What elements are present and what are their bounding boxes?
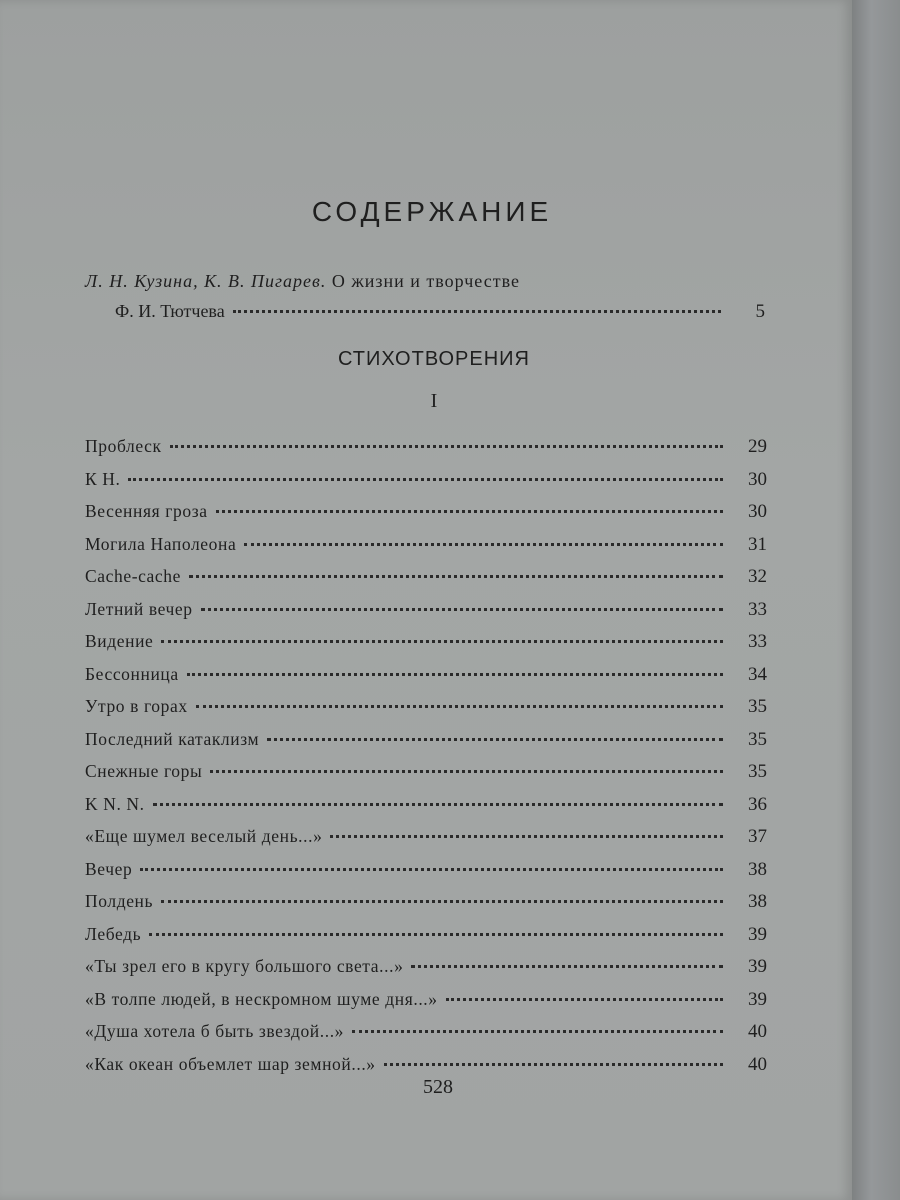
dot-leader [189, 574, 723, 578]
dot-leader [384, 1062, 723, 1066]
dot-leader [210, 769, 723, 773]
toc-entry-title: Бессонница [85, 663, 179, 684]
toc-entry-page-number: 31 [748, 533, 767, 555]
toc-entry-page-number: 32 [748, 566, 767, 587]
toc-entry-title: «Еще шумел веселый день...» [85, 826, 323, 846]
dot-leader [411, 964, 723, 968]
intro-authors: Л. Н. Кузина, К. В. Пигарев. [85, 271, 327, 291]
dot-leader [244, 542, 723, 546]
dot-leader [446, 997, 723, 1001]
dot-leader [233, 309, 721, 313]
toc-entry [85, 625, 767, 658]
toc-entry [85, 983, 767, 1016]
toc-entry-page-number: 37 [748, 826, 767, 847]
toc-entry-title: «Ты зрел его в кругу большого света...» [85, 956, 404, 976]
toc-entry-title: «Душа хотела б быть звездой...» [85, 1021, 345, 1041]
toc-entry-title: Снежные горы [85, 761, 203, 781]
toc-entry-title: Проблеск [85, 436, 162, 456]
toc-entry-page-number: 39 [748, 956, 767, 977]
toc-entry-title: Вечер [85, 858, 133, 879]
toc-entry-page-number: 35 [748, 696, 767, 717]
intro-entry [85, 266, 765, 327]
intro-title-part1: О жизни и творчестве [331, 271, 520, 291]
dot-leader [128, 477, 723, 481]
toc-entry [85, 463, 767, 496]
toc-entry-title: Могила Наполеона [85, 533, 237, 554]
intro-entry-line1 [85, 266, 765, 296]
dot-leader [187, 672, 723, 676]
dot-leader [140, 867, 723, 871]
toc-entry-page-number: 35 [748, 761, 767, 782]
toc-entry [85, 690, 767, 723]
toc-entry-page-number: 35 [748, 728, 767, 750]
toc-entry-title: К Н. [85, 468, 121, 489]
toc-entry-title: «Как океан объемлет шар земной...» [85, 1053, 376, 1074]
intro-page-number: 5 [755, 301, 765, 322]
dot-leader [153, 802, 723, 806]
toc-list [85, 430, 767, 1080]
toc-entry [85, 755, 767, 788]
toc-entry-title: Утро в горах [85, 696, 188, 716]
dot-leader [196, 704, 723, 708]
bleed-through-text [740, 30, 840, 170]
dot-leader [170, 444, 723, 448]
dot-leader [201, 607, 723, 611]
toc-entry-page-number: 38 [748, 891, 767, 912]
toc-entry-page-number: 40 [748, 1021, 767, 1042]
section-heading: СТИХОТВОРЕНИЯ [338, 348, 530, 370]
toc-entry-title: Лебедь [85, 923, 142, 944]
contents-heading: СОДЕРЖАНИЕ [311, 196, 553, 227]
dot-leader [216, 509, 723, 513]
dot-leader [267, 737, 723, 741]
dot-leader [161, 899, 723, 903]
toc-entry-page-number: 30 [748, 501, 767, 522]
intro-title-part2: Ф. И. Тютчева [115, 301, 225, 321]
toc-entry-page-number: 29 [748, 436, 767, 457]
dot-leader [330, 834, 723, 838]
toc-entry-title: K N. N. [85, 793, 145, 814]
toc-entry [85, 430, 767, 463]
toc-entry-title: Летний вечер [85, 598, 193, 619]
toc-entry-title: Полдень [85, 891, 154, 911]
intro-entry-line2 [85, 296, 765, 327]
toc-entry-page-number: 30 [748, 468, 767, 490]
toc-entry [85, 495, 767, 528]
toc-entry [85, 885, 767, 918]
toc-entry-title: Cache-cache [85, 566, 181, 586]
toc-entry [85, 788, 767, 821]
dot-leader [149, 932, 723, 936]
toc-entry [85, 918, 767, 951]
toc-entry-page-number: 33 [748, 631, 767, 652]
toc-entry [85, 1015, 767, 1048]
toc-entry [85, 723, 767, 756]
toc-entry [85, 658, 767, 691]
toc-entry-page-number: 33 [748, 598, 767, 620]
toc-entry-title: Весенняя гроза [85, 501, 208, 521]
toc-entry-page-number: 40 [748, 1053, 767, 1075]
toc-entry-page-number: 39 [748, 923, 767, 945]
toc-entry [85, 820, 767, 853]
dot-leader [161, 639, 723, 643]
toc-entry [85, 853, 767, 886]
toc-entry [85, 950, 767, 983]
toc-entry-title: Последний катаклизм [85, 728, 260, 749]
toc-entry [85, 528, 767, 561]
toc-entry-page-number: 34 [748, 663, 767, 685]
toc-entry-page-number: 39 [748, 988, 767, 1010]
toc-entry [85, 593, 767, 626]
next-page-edge [852, 0, 900, 1200]
toc-entry-title: «В толпе людей, в нескромном шуме дня...» [85, 988, 438, 1009]
page-folio: 528 [423, 1076, 453, 1098]
toc-entry-page-number: 36 [748, 793, 767, 815]
part-number: I [430, 390, 438, 412]
toc-entry-page-number: 38 [748, 858, 767, 880]
dot-leader [352, 1029, 723, 1033]
toc-entry-title: Видение [85, 631, 154, 651]
toc-entry [85, 560, 767, 593]
